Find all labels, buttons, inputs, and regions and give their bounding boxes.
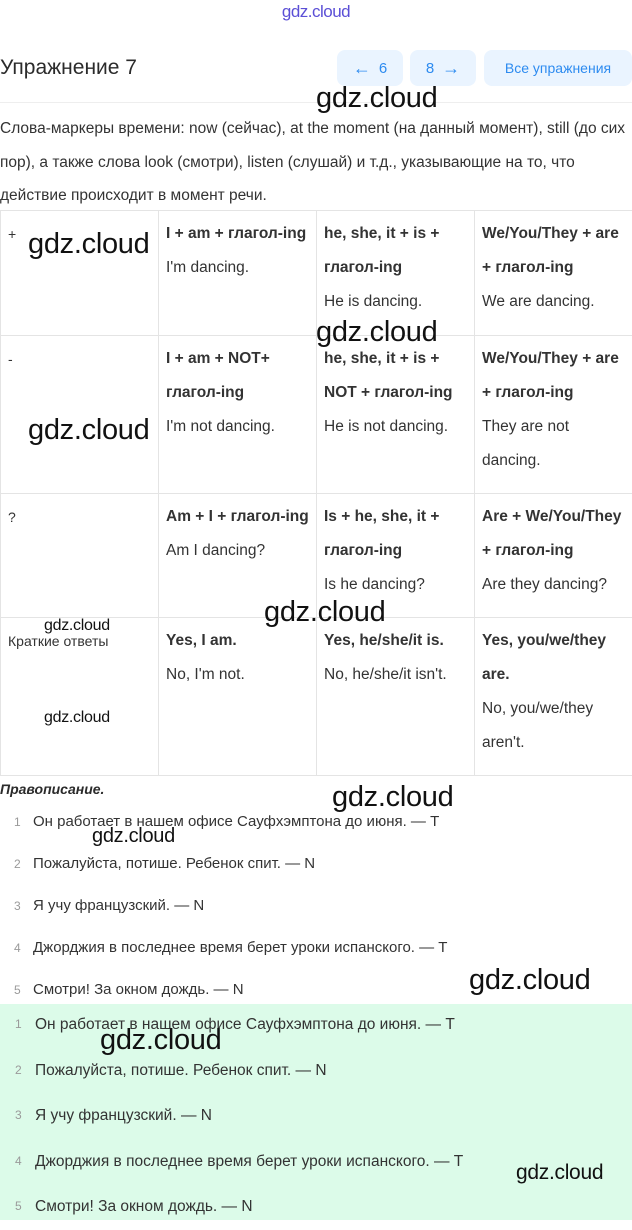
answer-list	[0, 1002, 632, 1230]
grammar-example: No, you/we/they aren't.	[482, 692, 625, 760]
item-text: Джорджия в последнее время берет уроки испанского. — T	[35, 1139, 463, 1185]
row-label: ?	[1, 494, 159, 618]
grammar-example: Am I dancing?	[166, 534, 309, 568]
all-exercises-button[interactable]: Все упражнения	[484, 50, 632, 86]
item-text: Он работает в нашем офисе Сауфхэмптона до июня. — T	[35, 1002, 455, 1048]
table-cell	[317, 618, 475, 776]
intro-paragraph: Слова-маркеры времени: now (сейчас), at the moment (на данный момент), still (до сих пор), а также слова look (смотри), listen (слушай) и т.д., указывающие на то, что действие происходит в момент речи.	[0, 112, 632, 213]
item-number: 1	[15, 1002, 22, 1048]
item-number: 3	[14, 885, 21, 927]
grammar-table	[0, 210, 632, 776]
item-text: Смотри! За окном дождь. — N	[35, 1184, 253, 1230]
grammar-example: They are not dancing.	[482, 410, 625, 478]
table-cell	[159, 618, 317, 776]
watermark: gdz.cloud	[28, 416, 149, 445]
list-item	[0, 1093, 632, 1139]
item-text: Пожалуйста, потише. Ребенок спит. — N	[33, 843, 315, 885]
grammar-rule: We/You/They + are + глагол-ing	[482, 342, 625, 410]
grammar-rule: Is + he, she, it + глагол-ing	[324, 500, 467, 568]
row-label: -	[1, 336, 159, 494]
watermark: gdz.cloud	[332, 783, 453, 812]
arrow-right-icon: →	[442, 59, 460, 77]
grammar-example: Is he dancing?	[324, 568, 467, 602]
grammar-rule: Yes, he/she/it is.	[324, 624, 467, 658]
watermark: gdz.cloud	[469, 966, 590, 995]
arrow-left-icon: ←	[353, 59, 371, 77]
grammar-example: I'm dancing.	[166, 251, 309, 285]
grammar-example: He is not dancing.	[324, 410, 467, 444]
item-number: 2	[14, 843, 21, 885]
grammar-example: I'm not dancing.	[166, 410, 309, 444]
next-exercise-label: 8	[426, 60, 434, 77]
grammar-rule: Yes, I am.	[166, 624, 309, 658]
table-cell	[475, 336, 632, 494]
item-text: Пожалуйста, потише. Ребенок спит. — N	[35, 1048, 327, 1094]
item-number: 2	[15, 1048, 22, 1094]
watermark: gdz.cloud	[28, 230, 149, 259]
watermark: gdz.cloud	[100, 1026, 221, 1055]
grammar-example: Are they dancing?	[482, 568, 625, 602]
table-cell	[475, 618, 632, 776]
grammar-example: We are dancing.	[482, 285, 625, 319]
table-cell	[159, 211, 317, 336]
grammar-rule: he, she, it + is + NOT + глагол-ing	[324, 342, 467, 410]
watermark: gdz.cloud	[516, 1162, 603, 1183]
item-text: Смотри! За окном дождь. — N	[33, 969, 244, 1011]
next-exercise-button[interactable]	[410, 50, 476, 86]
grammar-rule: Yes, you/we/they are.	[482, 624, 625, 692]
list-item	[0, 927, 632, 969]
prev-exercise-label: 6	[379, 60, 387, 77]
table-row	[1, 618, 632, 776]
grammar-rule: I + am + NOT+ глагол-ing	[166, 342, 309, 410]
row-label: Краткие ответы	[1, 618, 159, 776]
item-number: 3	[15, 1093, 22, 1139]
watermark: gdz.cloud	[316, 318, 437, 347]
grammar-example: No, he/she/it isn't.	[324, 658, 467, 692]
item-number: 5	[15, 1184, 22, 1230]
list-item	[0, 1048, 632, 1094]
item-number: 4	[14, 927, 21, 969]
grammar-rule: We/You/They + are + глагол-ing	[482, 217, 625, 285]
table-cell	[475, 211, 632, 336]
table-cell	[317, 336, 475, 494]
page-title: Упражнение 7	[0, 56, 137, 80]
prev-exercise-button[interactable]	[337, 50, 403, 86]
grammar-example: No, I'm not.	[166, 658, 309, 692]
table-cell	[475, 494, 632, 618]
list-item	[0, 1002, 632, 1048]
table-cell	[159, 336, 317, 494]
row-label: +	[1, 211, 159, 336]
list-item	[0, 1184, 632, 1230]
grammar-rule: he, she, it + is + глагол-ing	[324, 217, 467, 285]
grammar-example: He is dancing.	[324, 285, 467, 319]
grammar-rule: Are + We/You/They + глагол-ing	[482, 500, 625, 568]
watermark: gdz.cloud	[316, 84, 437, 113]
item-number: 1	[14, 801, 21, 843]
site-logo[interactable]: gdz.cloud	[0, 0, 632, 24]
list-item	[0, 885, 632, 927]
item-number: 4	[15, 1139, 22, 1185]
watermark: gdz.cloud	[92, 826, 175, 846]
grammar-rule: I + am + глагол-ing	[166, 217, 309, 251]
watermark: gdz.cloud	[44, 618, 110, 634]
list-item	[0, 843, 632, 885]
grammar-rule: Am + I + глагол-ing	[166, 500, 309, 534]
item-text: Я учу французский. — N	[33, 885, 204, 927]
item-text: Он работает в нашем офисе Сауфхэмптона до июня. — T	[33, 801, 439, 843]
item-text: Я учу французский. — N	[35, 1093, 212, 1139]
section-title: Правописание.	[0, 781, 104, 797]
watermark: gdz.cloud	[44, 710, 110, 726]
item-text: Джорджия в последнее время берет уроки испанского. — T	[33, 927, 447, 969]
watermark: gdz.cloud	[264, 598, 385, 627]
item-number: 5	[14, 969, 21, 1011]
